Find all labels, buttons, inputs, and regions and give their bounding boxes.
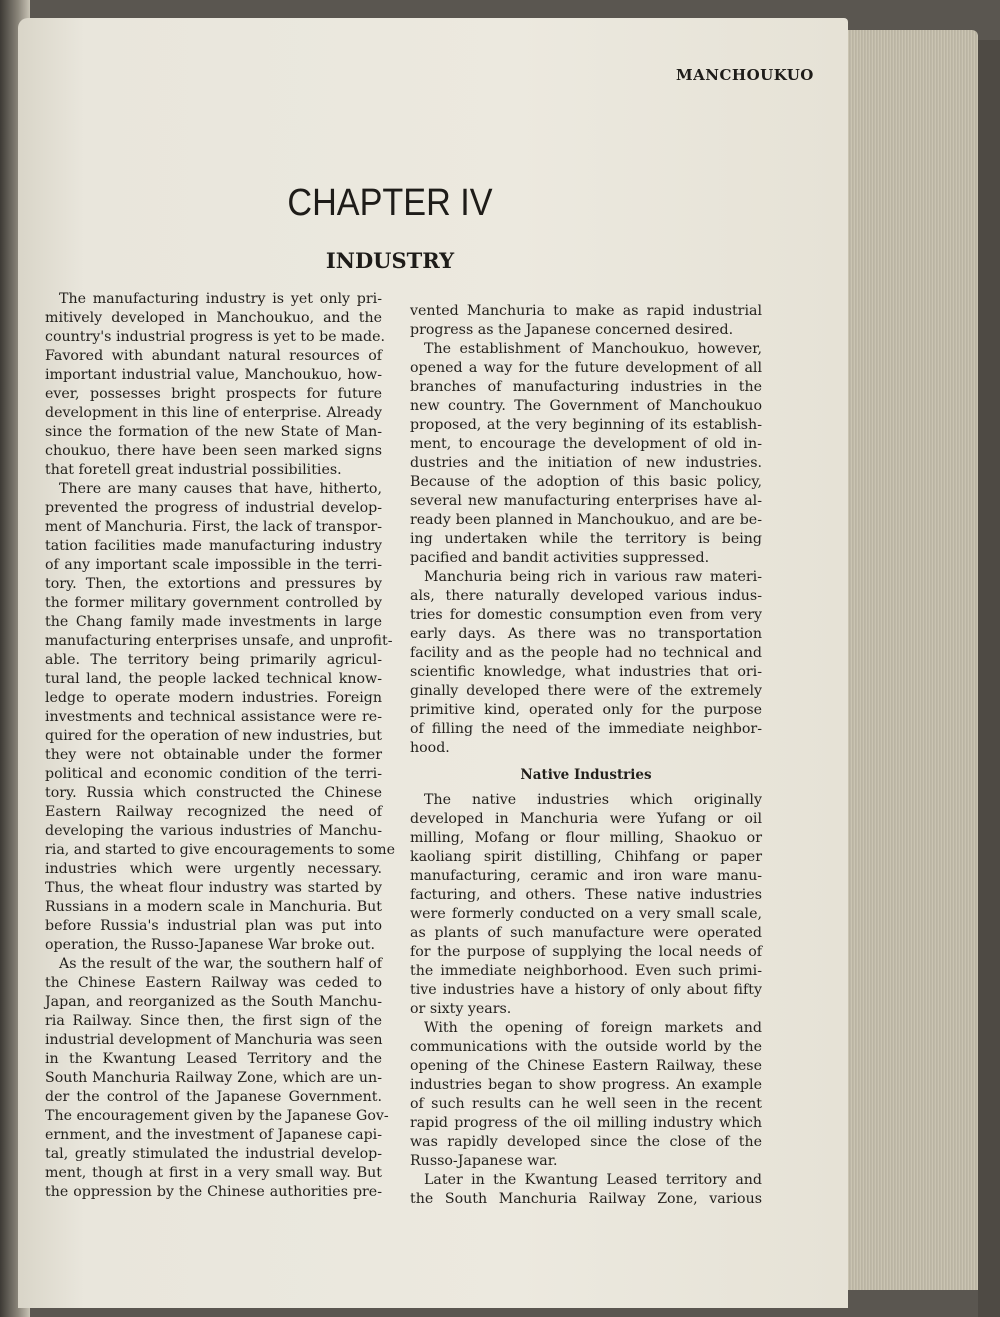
- text-line: As the result of the war, the southern half of: [59, 956, 382, 972]
- text-line: Manchuria being rich in various raw materi-: [424, 569, 762, 585]
- text-line: branches of manufacturing industries in the: [410, 379, 762, 395]
- text-line: new country. The Government of Manchoukuo: [410, 398, 762, 414]
- text-line: several new manufacturing enterprises have al-: [410, 493, 762, 509]
- text-line: developing the various industries of Manchu-: [45, 823, 382, 839]
- text-line: as plants of such manufacture were operated: [410, 924, 762, 941]
- text-line: The manufacturing industry is yet only pri-: [59, 291, 382, 307]
- text-line: milling, Mofang or flour milling, Shaokuo or: [410, 829, 762, 846]
- text-line: of filling the need of the immediate neighbor-: [410, 721, 762, 737]
- text-line: The establishment of Manchoukuo, however,: [424, 341, 762, 357]
- text-line: With the opening of foreign markets and: [424, 1019, 762, 1036]
- text-line: ready been planned in Manchoukuo, and are be-: [410, 512, 762, 528]
- text-line: ever, possesses bright prospects for future: [45, 386, 382, 402]
- paragraph: [410, 1019, 762, 1171]
- text-line: Favored with abundant natural resources of: [45, 348, 382, 364]
- paragraph: [45, 955, 389, 1202]
- text-line: ment, though at first in a very small way. But: [45, 1165, 382, 1181]
- text-line: progress as the Japanese concerned desired.: [410, 322, 734, 338]
- text-line: tory. Russia which constructed the Chinese: [45, 785, 382, 801]
- paragraph: [410, 568, 762, 758]
- text-line: Russo-Japanese war.: [410, 1152, 558, 1169]
- paragraph: [45, 290, 385, 480]
- text-line: Russians in a modern scale in Manchuria. But: [45, 899, 382, 915]
- text-line: ria Railway. Since then, the first sign of the: [45, 1013, 382, 1029]
- text-line: the Chinese Eastern Railway was ceded to: [45, 975, 382, 991]
- text-line: der the control of the Japanese Government.: [45, 1089, 382, 1105]
- text-line: developed in Manchuria were Yufang or oil: [410, 810, 762, 827]
- text-line: or sixty years.: [410, 1000, 512, 1017]
- text-line: ment of Manchuria. First, the lack of transpor-: [45, 519, 382, 535]
- text-line: was rapidly developed since the close of the: [410, 1133, 762, 1150]
- left-column: [45, 290, 395, 1202]
- text-line: industries which were urgently necessary.: [45, 861, 382, 877]
- text-line: able. The territory being primarily agricul-: [45, 652, 382, 668]
- text-line: facility and as the people had no technical and: [410, 645, 762, 661]
- paragraph: [410, 302, 762, 340]
- text-line: since the formation of the new State of Man-: [45, 424, 382, 440]
- text-line: they were not obtainable under the former: [45, 747, 382, 763]
- text-line: hood.: [410, 740, 450, 756]
- text-line: the oppression by the Chinese authorities pre-: [45, 1184, 382, 1200]
- text-line: Thus, the wheat flour industry was started by: [45, 880, 382, 896]
- text-line: political and economic condition of the terri-: [45, 766, 382, 782]
- text-line: pacified and bandit activities suppressed.: [410, 550, 710, 566]
- text-line: opening of the Chinese Eastern Railway, these: [410, 1057, 762, 1074]
- text-line: ing undertaken while the territory is being: [410, 531, 762, 547]
- text-line: that foretell great industrial possibilities.: [45, 462, 342, 478]
- text-line: before Russia's industrial plan was put into: [45, 918, 382, 934]
- text-line: Because of the adoption of this basic policy,: [410, 474, 762, 490]
- text-line: ment, to encourage the development of old in-: [410, 436, 762, 452]
- text-line: manufacturing enterprises unsafe, and unprofit-: [45, 633, 393, 649]
- section-heading: Native Industries: [520, 767, 652, 783]
- text-line: of any important scale impossible in the terri-: [45, 557, 382, 573]
- text-line: manufacturing, ceramic and iron ware manu-: [410, 867, 762, 884]
- text-line: ria, and started to give encouragements to some: [45, 842, 395, 858]
- paragraph: [410, 1171, 762, 1209]
- text-line: early days. As there was no transportation: [410, 626, 762, 642]
- page-edges: [838, 30, 978, 1290]
- right-column: [410, 302, 762, 1209]
- text-line: Later in the Kwantung Leased territory and: [424, 1171, 762, 1188]
- text-line: rapid progress of the oil milling industry which: [410, 1114, 762, 1131]
- text-line: investments and technical assistance were re-: [45, 709, 382, 725]
- paragraph: [410, 791, 762, 1019]
- text-line: country's industrial progress is yet to be made.: [45, 329, 385, 345]
- text-line: industries began to show progress. An example: [410, 1076, 762, 1093]
- text-line: the former military government controlled by: [45, 595, 382, 611]
- background: [978, 40, 1000, 1317]
- text-line: tries for domestic consumption even from very: [410, 607, 762, 623]
- text-line: important industrial value, Manchoukuo, how-: [45, 367, 382, 383]
- text-line: scientific knowledge, what industries that ori-: [410, 664, 762, 680]
- text-line: tory. Then, the extortions and pressures by: [45, 576, 382, 592]
- chapter-title: INDUSTRY: [325, 248, 455, 273]
- text-line: tive industries have a history of only about fifty: [410, 981, 762, 998]
- text-line: dustries and the initiation of new industries.: [410, 455, 762, 471]
- paragraph: [410, 340, 762, 568]
- text-line: kaoliang spirit distilling, Chihfang or paper: [410, 848, 762, 865]
- text-line: The native industries which originally: [424, 791, 762, 808]
- text-line: tural land, the people lacked technical know-: [45, 671, 382, 687]
- text-line: were formerly conducted on a very small scale,: [410, 905, 762, 922]
- text-line: tal, greatly stimulated the industrial develop-: [45, 1146, 382, 1162]
- text-line: als, there naturally developed various indus-: [410, 588, 762, 604]
- running-head: MANCHOUKUO: [676, 66, 814, 84]
- text-line: choukuo, there have been seen marked signs: [45, 443, 382, 459]
- text-line: Japan, and reorganized as the South Manchu-: [45, 994, 382, 1010]
- text-line: the South Manchuria Railway Zone, various: [410, 1190, 762, 1207]
- text-line: primitive kind, operated only for the purpose: [410, 702, 762, 718]
- text-line: communications with the outside world by the: [410, 1038, 762, 1055]
- text-line: vented Manchuria to make as rapid industrial: [410, 303, 762, 319]
- text-line: of such results can he well seen in the recent: [410, 1095, 762, 1112]
- text-line: facturing, and others. These native industries: [410, 886, 762, 903]
- text-line: ernment, and the investment of Japanese capi-: [45, 1127, 382, 1143]
- text-line: opened a way for the future development of all: [410, 360, 762, 376]
- text-line: The encouragement given by the Japanese Gov-: [45, 1108, 389, 1124]
- paragraph: [45, 480, 395, 955]
- text-line: tation facilities made manufacturing industry: [45, 538, 382, 554]
- text-line: mitively developed in Manchoukuo, and the: [45, 310, 382, 326]
- text-line: quired for the operation of new industries, but: [45, 728, 382, 744]
- text-line: the immediate neighborhood. Even such primi-: [410, 962, 762, 979]
- text-line: Eastern Railway recognized the need of: [45, 804, 382, 820]
- text-line: There are many causes that have, hitherto,: [59, 481, 382, 497]
- text-line: ledge to operate modern industries. Foreign: [45, 690, 382, 706]
- text-line: in the Kwantung Leased Territory and the: [45, 1051, 382, 1067]
- text-line: operation, the Russo-Japanese War broke out.: [45, 937, 375, 953]
- text-line: development in this line of enterprise. Already: [45, 405, 382, 421]
- text-line: for the purpose of supplying the local needs of: [410, 943, 762, 960]
- text-line: the Chang family made investments in large: [45, 614, 382, 630]
- text-line: industrial development of Manchuria was seen: [45, 1032, 383, 1048]
- text-line: proposed, at the very beginning of its establish-: [410, 417, 762, 433]
- chapter-heading: CHAPTER IV: [287, 182, 493, 224]
- text-line: ginally developed there were of the extremely: [410, 683, 762, 699]
- text-line: prevented the progress of industrial develop-: [45, 500, 382, 516]
- text-line: South Manchuria Railway Zone, which are un-: [45, 1070, 382, 1086]
